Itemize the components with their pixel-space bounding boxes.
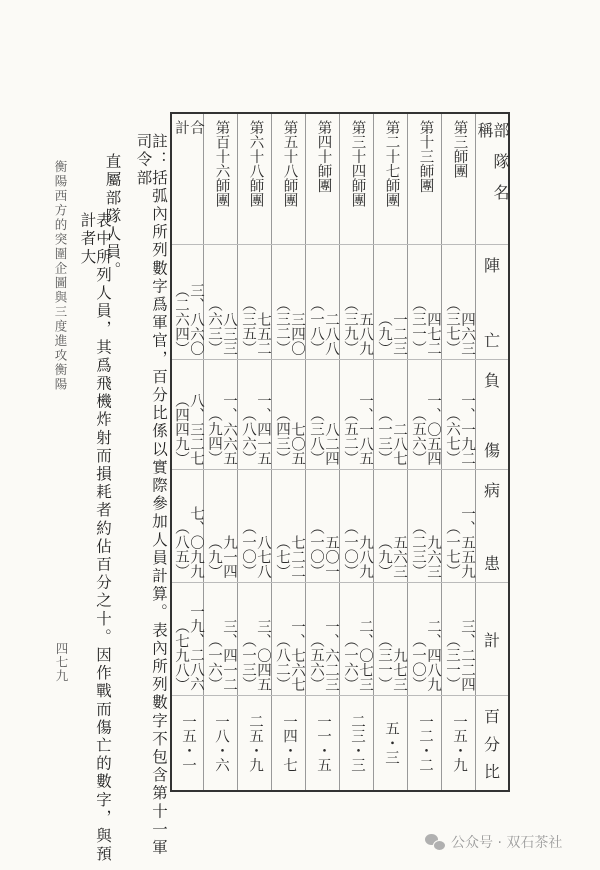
total-cell [204, 582, 238, 695]
wounded-cell [340, 359, 374, 469]
row-label [476, 359, 508, 469]
total-value: 一、七六七 [289, 618, 305, 691]
wounded-officers: （四四九） [173, 392, 189, 465]
wounded-officers: （一三） [376, 407, 392, 465]
header-label: 部隊名稱 [475, 122, 510, 215]
killed-cell [374, 244, 408, 359]
percent-cell [238, 695, 272, 790]
sick-value: 九八九 [357, 534, 373, 578]
killed-officers: （二六四） [173, 282, 189, 355]
sick-cell [408, 469, 442, 582]
killed-value: 三四〇 [289, 311, 305, 355]
total-cell [306, 582, 340, 695]
sick-value: 五六三 [391, 534, 407, 578]
unit-column [407, 114, 442, 790]
killed-officers: （三五） [240, 297, 256, 355]
killed-officers: （三七） [444, 297, 460, 355]
unit-name [173, 120, 203, 232]
row-label [476, 469, 508, 582]
killed-officers: （六三） [206, 297, 222, 355]
sick-value: 七二二 [289, 534, 305, 578]
percent-value: 二三・三 [349, 714, 365, 772]
wounded-cell [374, 359, 408, 469]
total-officers: （一三） [240, 633, 256, 691]
wounded-officers: （五二） [342, 407, 358, 465]
killed-cell [340, 244, 374, 359]
percent-value: 一五・九 [451, 714, 467, 772]
total-officers: （三一） [376, 633, 392, 691]
casualty-table [170, 112, 510, 792]
killed-officers: （三二） [274, 297, 290, 355]
total-value: 一、六二三 [323, 618, 339, 691]
sick-value: 一、五五九 [459, 505, 475, 578]
sick-value: 七、〇九九 [188, 505, 204, 578]
wounded-officers: （三八） [308, 407, 324, 465]
total-cell [272, 582, 306, 695]
row-label-char: 傷 [483, 441, 500, 460]
percent-value: 二五・九 [247, 714, 263, 772]
percent-value: 一一・五 [315, 714, 331, 772]
unit-name-cell [340, 114, 374, 244]
sick-officers: （七） [274, 534, 290, 578]
percent-cell [408, 695, 442, 790]
row-label-char: 計 [483, 630, 500, 650]
watermark [425, 832, 562, 852]
wounded-value: 一、一九二 [459, 392, 475, 465]
killed-value: 四七二 [425, 311, 441, 355]
row-label-column [475, 114, 508, 790]
unit-name-cell [204, 114, 238, 244]
unit-name-cell [272, 114, 306, 244]
unit-name: 第百十六師團 [213, 120, 230, 207]
wounded-cell [204, 359, 238, 469]
killed-value: 五八九 [357, 311, 373, 355]
killed-cell [442, 244, 476, 359]
total-value: 三、四一二 [221, 618, 237, 691]
row-label [476, 695, 508, 790]
total-value: 二、四八九 [425, 618, 441, 691]
sick-officers: （一〇） [240, 520, 256, 578]
unit-name-char: 合 [188, 120, 204, 135]
total-cell [172, 582, 204, 695]
wounded-value: 八、三二七 [188, 392, 204, 465]
sick-value: 九一四 [221, 534, 237, 578]
unit-name: 第二十七師團 [383, 120, 400, 207]
note-line-1: 註：括弧內所列數字爲軍官，百分比係以實際參加人員計算。表內所列數字不包含第十一軍司令部 [134, 133, 168, 857]
wounded-value: 一、六六五 [221, 392, 237, 465]
unit-name-char: 計 [173, 120, 189, 135]
header-label-cell [476, 114, 508, 244]
unit-column [305, 114, 340, 790]
killed-value: 三、八六〇 [188, 282, 204, 355]
wounded-value: 一、一八五 [357, 392, 373, 465]
total-value: 一九、二八六 [188, 604, 204, 691]
sick-officers: （九） [376, 534, 392, 578]
row-label-char: 陣 [483, 256, 500, 275]
total-value: 二、〇七三 [357, 618, 373, 691]
sick-officers: （九） [206, 534, 222, 578]
sick-officers: （一七） [444, 520, 460, 578]
total-officers: （一六） [206, 633, 222, 691]
percent-cell [374, 695, 408, 790]
sick-value: 五〇一 [323, 534, 339, 578]
total-cell [374, 582, 408, 695]
percent-cell [442, 695, 476, 790]
total-officers: （五六） [308, 633, 324, 691]
wounded-cell [442, 359, 476, 469]
sick-officers: （二三） [410, 520, 426, 578]
unit-column [237, 114, 272, 790]
total-officers: （七九八） [173, 618, 189, 691]
unit-column [172, 114, 204, 790]
unit-name: 第四十師團 [315, 120, 332, 193]
wounded-value: 七〇五 [289, 421, 305, 465]
percent-cell [172, 695, 204, 790]
percent-cell [340, 695, 374, 790]
percent-cell [204, 695, 238, 790]
unit-name: 第六十八師團 [247, 120, 264, 207]
row-label-char: 百 [483, 707, 500, 726]
unit-column [373, 114, 408, 790]
unit-name-cell [172, 114, 204, 244]
total-cell [238, 582, 272, 695]
sick-officers: （一〇） [342, 520, 358, 578]
killed-cell [272, 244, 306, 359]
wounded-cell [272, 359, 306, 469]
note-line-2: 直屬部隊人員。 [103, 153, 122, 280]
sick-cell [272, 469, 306, 582]
wounded-officers: （五六） [410, 407, 426, 465]
wounded-officers: （六七） [444, 407, 460, 465]
wounded-value: 一、〇五四 [425, 392, 441, 465]
unit-name-cell [442, 114, 476, 244]
sick-cell [306, 469, 340, 582]
unit-name-cell [408, 114, 442, 244]
killed-cell [238, 244, 272, 359]
killed-value: 七五二 [255, 311, 271, 355]
killed-cell [172, 244, 204, 359]
percent-value: 五・三 [383, 721, 399, 765]
row-label [476, 582, 508, 695]
row-label-char: 比 [483, 762, 500, 781]
running-head: 衡陽西方的突圍企圖與三度進攻衡陽 [53, 160, 68, 392]
total-cell [442, 582, 476, 695]
unit-column [339, 114, 374, 790]
percent-cell [272, 695, 306, 790]
unit-name: 第十三師團 [417, 120, 434, 193]
killed-officers: （三一） [410, 297, 426, 355]
total-officers: （三一） [444, 633, 460, 691]
wounded-cell [306, 359, 340, 469]
killed-officers: （三九） [342, 297, 358, 355]
killed-officers: （九） [376, 311, 392, 355]
killed-officers: （一八） [308, 297, 324, 355]
unit-name-cell [306, 114, 340, 244]
wounded-cell [238, 359, 272, 469]
watermark-text: 公众号 · 双石茶社 [451, 835, 563, 851]
sick-officers: （八五） [173, 520, 189, 578]
total-cell [408, 582, 442, 695]
row-label-char: 患 [483, 554, 500, 573]
wechat-icon [425, 834, 445, 850]
note-line-3: 表中所列人員，其爲飛機炸射而損耗者約佔百分之十。因作戰而傷亡的數字，與預計者大 [78, 212, 112, 864]
unit-name: 第五十八師團 [281, 120, 298, 207]
wounded-cell [172, 359, 204, 469]
wounded-value: 一、四一五 [255, 392, 271, 465]
unit-name: 第三十四師團 [349, 120, 366, 207]
total-cell [340, 582, 374, 695]
killed-cell [306, 244, 340, 359]
percent-value: 一二・二 [417, 714, 433, 772]
wounded-cell [408, 359, 442, 469]
total-officers: （一六） [342, 633, 358, 691]
sick-cell [238, 469, 272, 582]
total-value: 三、二二四 [459, 618, 475, 691]
unit-name: 第三師團 [451, 120, 468, 178]
wounded-value: 二八七 [391, 421, 407, 465]
total-value: 九七三 [391, 647, 407, 691]
sick-cell [172, 469, 204, 582]
wounded-value: 八二四 [323, 421, 339, 465]
sick-value: 九六三 [425, 534, 441, 578]
killed-value: 八三三 [221, 311, 237, 355]
row-label [476, 244, 508, 359]
total-officers: （八二） [274, 633, 290, 691]
wounded-officers: （八六） [240, 407, 256, 465]
row-label-char: 分 [483, 734, 500, 754]
killed-value: 一二三 [391, 311, 407, 355]
row-label-char: 亡 [483, 331, 500, 350]
total-officers: （一〇） [410, 633, 426, 691]
page-number: 四七九 [54, 642, 69, 683]
percent-value: 一四・七 [281, 714, 297, 772]
wounded-officers: （九四） [206, 407, 222, 465]
unit-name-cell [374, 114, 408, 244]
unit-column [271, 114, 306, 790]
sick-cell [442, 469, 476, 582]
percent-value: 一五・一 [180, 714, 196, 772]
row-label-char: 負 [483, 371, 500, 390]
sick-value: 八七八 [255, 534, 271, 578]
sick-cell [374, 469, 408, 582]
sick-officers: （一〇） [308, 520, 324, 578]
wounded-officers: （四三） [274, 407, 290, 465]
row-label-char: 病 [483, 481, 500, 500]
unit-column [203, 114, 238, 790]
killed-cell [204, 244, 238, 359]
total-value: 三、〇四五 [255, 618, 271, 691]
unit-name-cell [238, 114, 272, 244]
unit-column [441, 114, 476, 790]
killed-value: 二八八 [323, 311, 339, 355]
sick-cell [204, 469, 238, 582]
percent-cell [306, 695, 340, 790]
killed-value: 四六三 [459, 311, 475, 355]
sick-cell [340, 469, 374, 582]
killed-cell [408, 244, 442, 359]
percent-value: 一八・六 [213, 714, 229, 772]
